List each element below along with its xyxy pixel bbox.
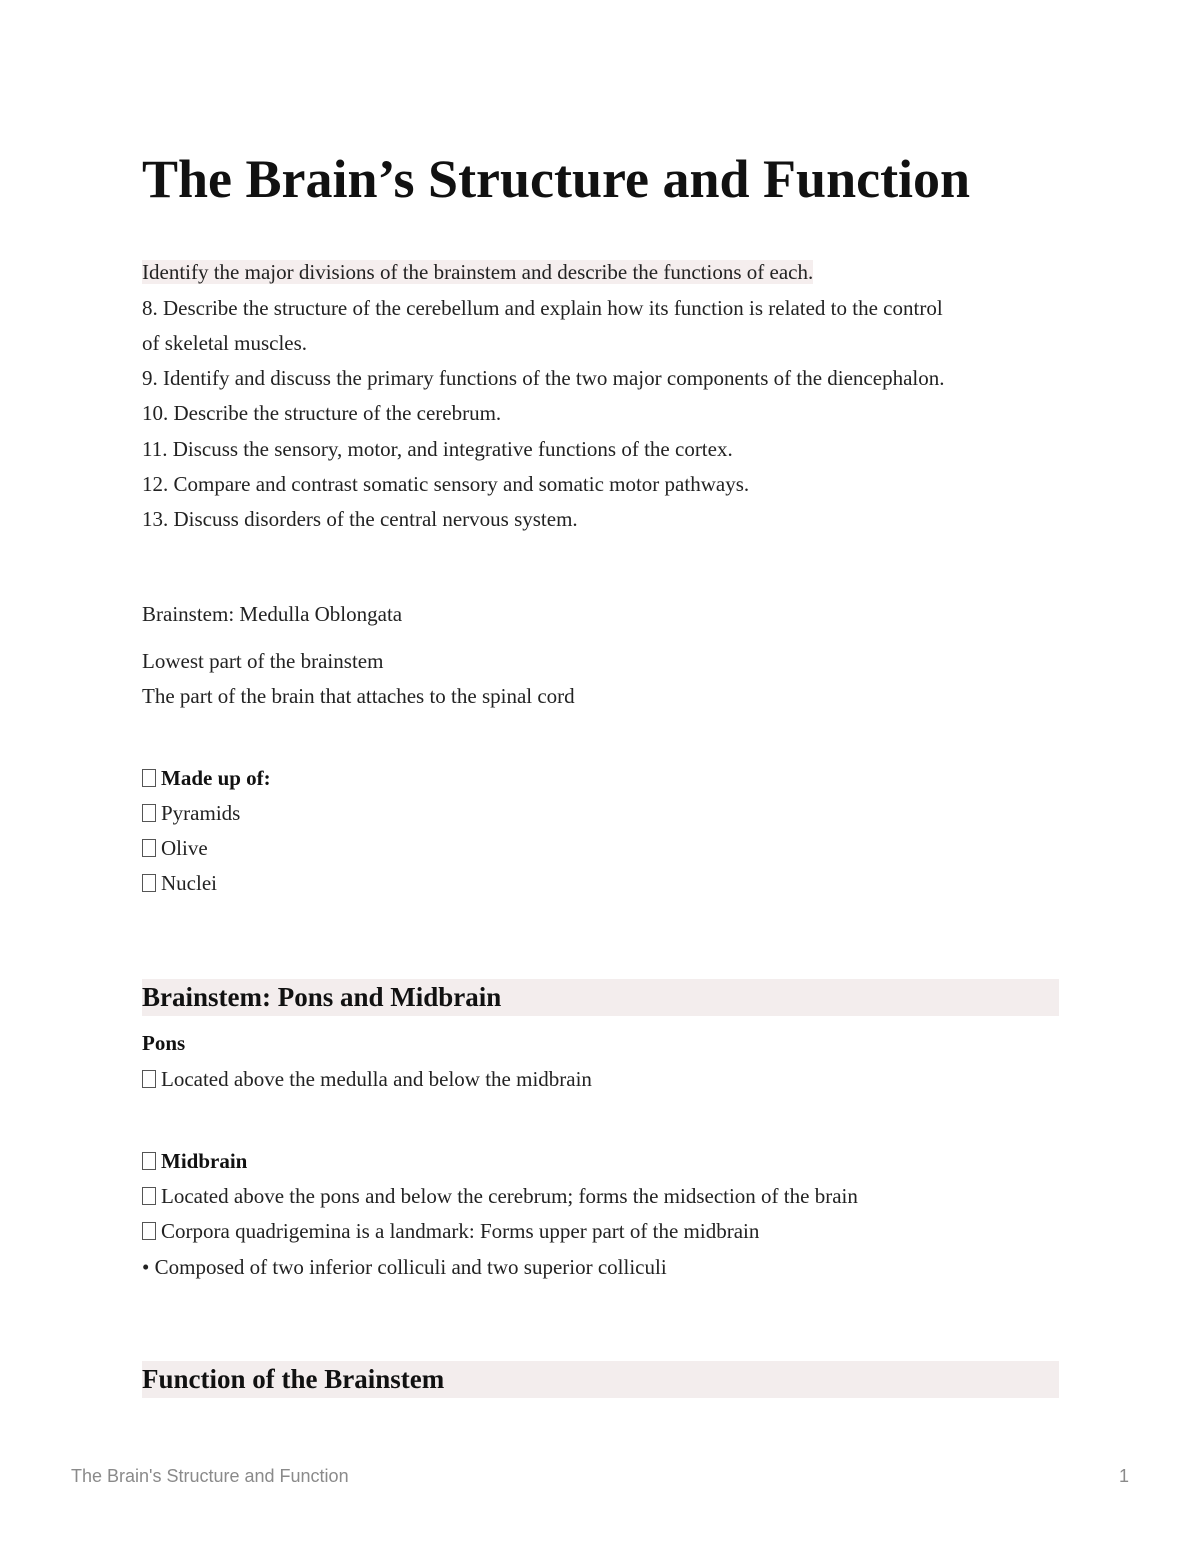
objective-9: 9. Identify and discuss the primary functions of the two major components of the diencephalon. — [142, 366, 945, 390]
medulla-line-1: Lowest part of the brainstem — [142, 649, 384, 673]
pons-label: Pons — [142, 1031, 186, 1055]
objective-8a: 8. Describe the structure of the cerebellum and explain how its function is related to the control — [142, 296, 943, 320]
section-heading-pons-midbrain: Brainstem: Pons and Midbrain — [142, 982, 502, 1012]
midbrain-item-text: Located above the pons and below the cerebrum; forms the midsection of the brain — [161, 1184, 858, 1208]
missing-glyph-icon — [142, 1070, 156, 1088]
objective-11: 11. Discuss the sensory, motor, and integrative functions of the cortex. — [142, 437, 733, 461]
objective-8b: of skeletal muscles. — [142, 331, 308, 355]
list-item-label: Olive — [161, 836, 208, 860]
list-item — [142, 869, 217, 897]
midbrain-label: Midbrain — [161, 1149, 248, 1173]
list-item-label: Pyramids — [161, 801, 241, 825]
made-up-of-row — [142, 764, 271, 792]
missing-glyph-icon — [142, 1222, 156, 1240]
missing-glyph-icon — [142, 839, 156, 857]
highlighted-text: Identify the major divisions of the brainstem and describe the functions of each. — [142, 260, 814, 284]
objective-intro — [142, 258, 813, 286]
document-title: The Brain’s Structure and Function — [142, 149, 971, 209]
pons-item-text: Located above the medulla and below the midbrain — [161, 1067, 592, 1091]
objective-12: 12. Compare and contrast somatic sensory and somatic motor pathways. — [142, 472, 750, 496]
missing-glyph-icon — [142, 769, 156, 787]
section-heading-function: Function of the Brainstem — [142, 1364, 445, 1394]
missing-glyph-icon — [142, 804, 156, 822]
list-item — [142, 799, 240, 827]
page-number: 1 — [1119, 1466, 1130, 1486]
midbrain-label-row — [142, 1147, 247, 1175]
medulla-line-2: The part of the brain that attaches to the spinal cord — [142, 684, 575, 708]
missing-glyph-icon — [142, 1187, 156, 1205]
list-item — [142, 834, 208, 862]
objective-13: 13. Discuss disorders of the central nervous system. — [142, 507, 578, 531]
midbrain-bullet-item: • Composed of two inferior colliculi and two superior colliculi — [142, 1255, 667, 1279]
midbrain-item — [142, 1182, 858, 1210]
midbrain-item-text: Corpora quadrigemina is a landmark: Forms upper part of the midbrain — [161, 1219, 760, 1243]
pons-item — [142, 1065, 592, 1093]
medulla-heading: Brainstem: Medulla Oblongata — [142, 602, 403, 626]
list-item-label: Nuclei — [161, 871, 217, 895]
midbrain-item — [142, 1217, 759, 1245]
missing-glyph-icon — [142, 874, 156, 892]
footer-title: The Brain's Structure and Function — [71, 1466, 349, 1486]
made-up-of-label: Made up of: — [161, 766, 271, 790]
missing-glyph-icon — [142, 1152, 156, 1170]
objective-10: 10. Describe the structure of the cerebrum. — [142, 401, 502, 425]
